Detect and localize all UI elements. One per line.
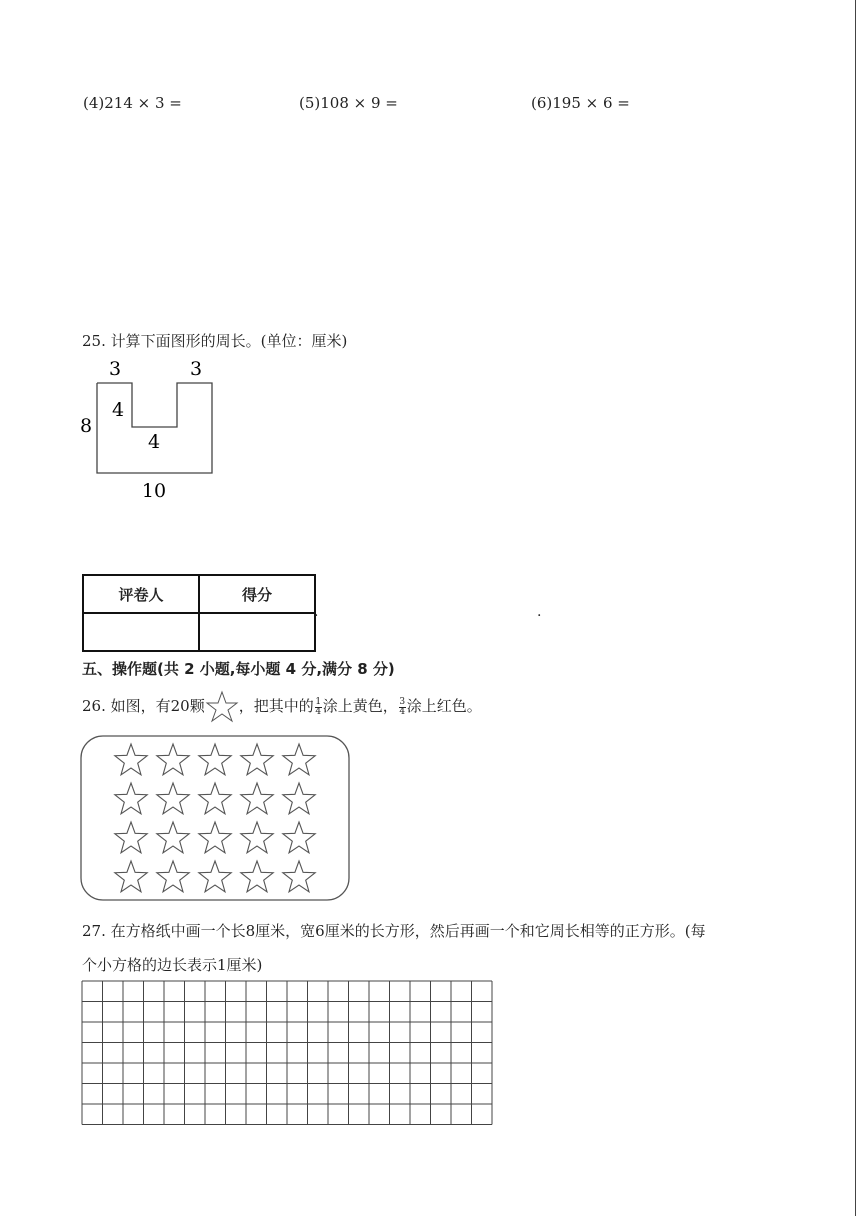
star-icon[interactable] — [115, 861, 147, 892]
star-grid — [115, 744, 315, 892]
label-bottom: 10 — [141, 480, 167, 502]
dot-marker: . — [537, 604, 542, 620]
star-icon[interactable] — [241, 822, 273, 853]
label-left: 8 — [79, 415, 93, 437]
label-top-right: 3 — [189, 358, 203, 380]
q25-figure — [70, 350, 230, 510]
q25-text: 25. 计算下面图形的周长。(单位：厘米) — [82, 332, 348, 350]
q26-suffix: 涂上红色。 — [406, 697, 482, 715]
grader-header: 评卷人 — [83, 575, 199, 613]
q26-mid2: 涂上黄色， — [322, 697, 398, 715]
u-shape-outline — [97, 383, 212, 473]
calc-5-label: (5) — [299, 94, 321, 112]
star-icon[interactable] — [115, 783, 147, 814]
calc-6 — [531, 94, 630, 112]
score-table — [82, 574, 319, 652]
dot-marker: . — [314, 604, 319, 620]
calc-6-expr: 195 × 6 = — [552, 94, 630, 112]
label-inner-side: 4 — [111, 399, 125, 421]
q26-mid: ，把其中的 — [238, 697, 314, 715]
section-5-title: 五、操作题(共 2 小题,每小题 4 分,满分 8 分) — [82, 660, 395, 678]
score-header: 得分 — [199, 575, 315, 613]
star-icon[interactable] — [241, 783, 273, 814]
star-icon[interactable] — [241, 861, 273, 892]
score-cell[interactable] — [199, 613, 315, 651]
star-icon[interactable] — [199, 744, 231, 775]
star-icon[interactable] — [157, 822, 189, 853]
star-icon[interactable] — [283, 783, 315, 814]
star-icon[interactable] — [157, 783, 189, 814]
star-icon[interactable] — [157, 744, 189, 775]
q27-line2: 个小方格的边长表示1厘米) — [82, 956, 263, 974]
star-icon[interactable] — [157, 861, 189, 892]
calc-5 — [299, 94, 398, 112]
page-edge — [855, 0, 856, 1216]
star-box — [80, 735, 352, 903]
square-grid[interactable] — [81, 980, 495, 1128]
star-icon[interactable] — [199, 861, 231, 892]
star-icon[interactable] — [115, 822, 147, 853]
star-icon — [205, 690, 239, 724]
q26-prefix: 26. 如图，有20颗 — [82, 697, 205, 715]
q27-line1: 27. 在方格纸中画一个长8厘米，宽6厘米的长方形，然后再画一个和它周长相等的正方形。(每 — [82, 922, 706, 940]
label-top-left: 3 — [108, 358, 122, 380]
grader-cell[interactable] — [83, 613, 199, 651]
star-icon[interactable] — [241, 744, 273, 775]
calc-4 — [83, 94, 182, 112]
calc-4-expr: 214 × 3 = — [104, 94, 182, 112]
calc-4-label: (4) — [83, 94, 105, 112]
star-icon[interactable] — [283, 822, 315, 853]
star-icon[interactable] — [199, 783, 231, 814]
calc-6-label: (6) — [531, 94, 553, 112]
star-icon[interactable] — [115, 744, 147, 775]
star-icon[interactable] — [283, 744, 315, 775]
fraction-three-quarters: $\frac{3}{4}$ — [399, 696, 406, 717]
star-icon[interactable] — [199, 822, 231, 853]
q26-text — [82, 688, 482, 724]
star-icon[interactable] — [283, 861, 315, 892]
fraction-one-quarter: $\frac{1}{4}$ — [315, 696, 322, 717]
calc-5-expr: 108 × 9 = — [320, 94, 398, 112]
label-inner-bottom: 4 — [147, 431, 161, 453]
